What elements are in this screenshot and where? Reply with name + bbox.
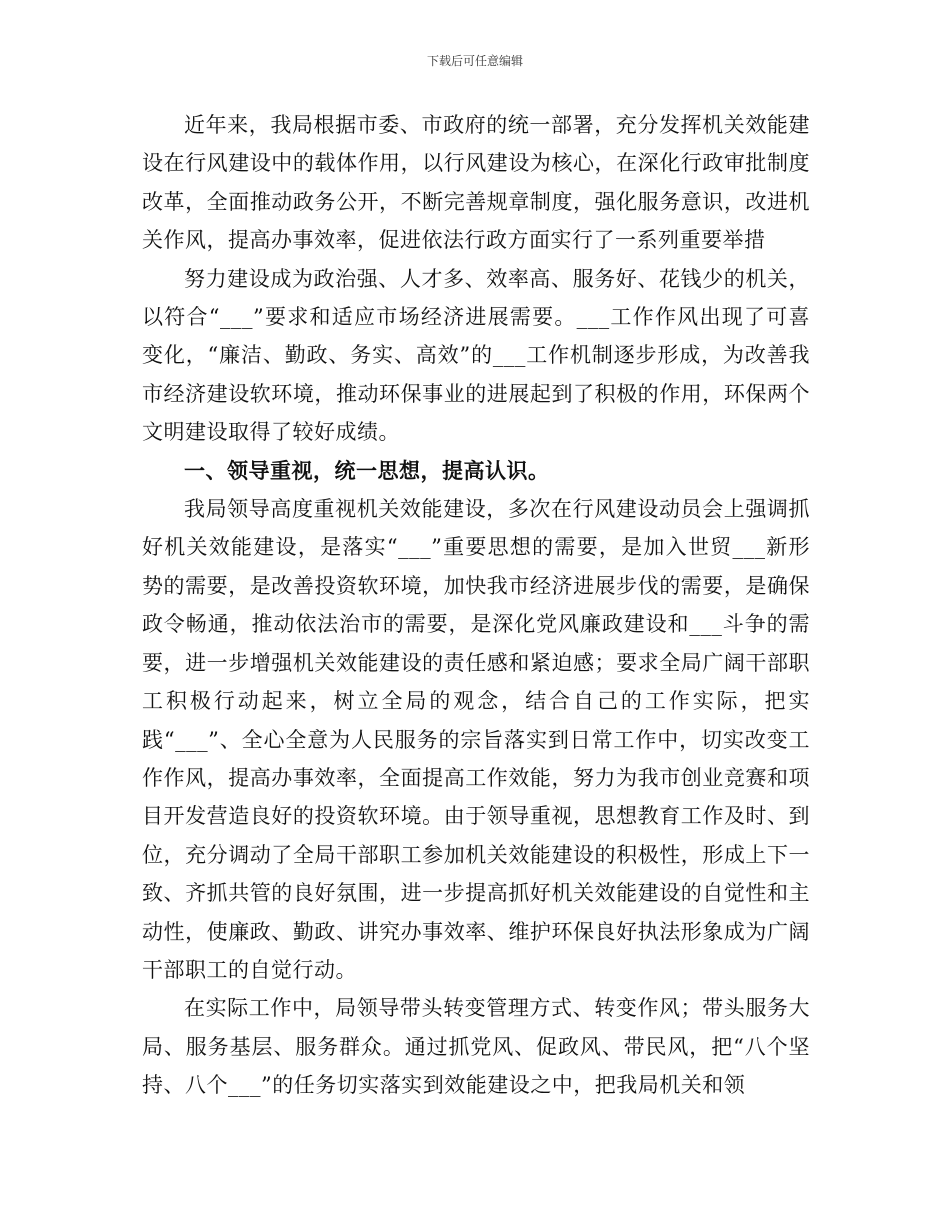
- document-body: [142, 106, 810, 1105]
- leadership-paragraph: 我局领导高度重视机关效能建设，多次在行风建设动员会上强调抓好机关效能建设，是落实“___”重要思想的需要，是加入世贸___新形势的需要，是改善投资软环境，加快我市经济进展步伐的需要，是确保政令畅通，推动依法治市的需要，是深化党风廉政建设和___斗争的需要，进一步增强机关效能建设的责任感和紧迫感；要求全局广阔干部职工积极行动起来，树立全局的观念，结合自己的工作实际，把实践“___”、全心全意为人民服务的宗旨落实到日常工作中，切实改变工作作风，提高办事效率，全面提高工作效能，努力为我市创业竞赛和项目开发营造良好的投资软环境。由于领导重视，思想教育工作及时、到位，充分调动了全局干部职工参加机关效能建设的积极性，形成上下一致、齐抓共管的良好氛围，进一步提高抓好机关效能建设的自觉性和主动性，使廉政、勤政、讲究办事效率、维护环保良好执法形象成为广阔干部职工的自觉行动。: [142, 497, 810, 982]
- section-heading: 一、领导重视，统一思想，提高认识。: [184, 457, 550, 483]
- practice-paragraph: 在实际工作中，局领导带头转变管理方式、转变作风；带头服务大局、服务基层、服务群众。通过抓党风、促政风、带民风，把“八个坚持、八个___”的任务切实落实到效能建设之中，把我局机关和领: [142, 996, 810, 1098]
- intro-paragraph: 近年来，我局根据市委、市政府的统一部署，充分发挥机关效能建设在行风建设中的载体作用，以行风建设为核心，在深化行政审批制度改革，全面推动政务公开，不断完善规章制度，强化服务意识，改进机关作风，提高办事效率，促进依法行政方面实行了一系列重要举措: [142, 113, 810, 253]
- page-header: 下载后可任意编辑: [426, 54, 523, 68]
- goals-paragraph: 努力建设成为政治强、人才多、效率高、服务好、花钱少的机关，以符合“___”要求和适应市场经济进展需要。___工作作风出现了可喜变化，“廉洁、勤政、务实、高效”的___工作机制逐步形成，为改善我市经济建设软环境，推动环保事业的进展起到了积极的作用，环保两个文明建设取得了较好成绩。: [142, 266, 810, 445]
